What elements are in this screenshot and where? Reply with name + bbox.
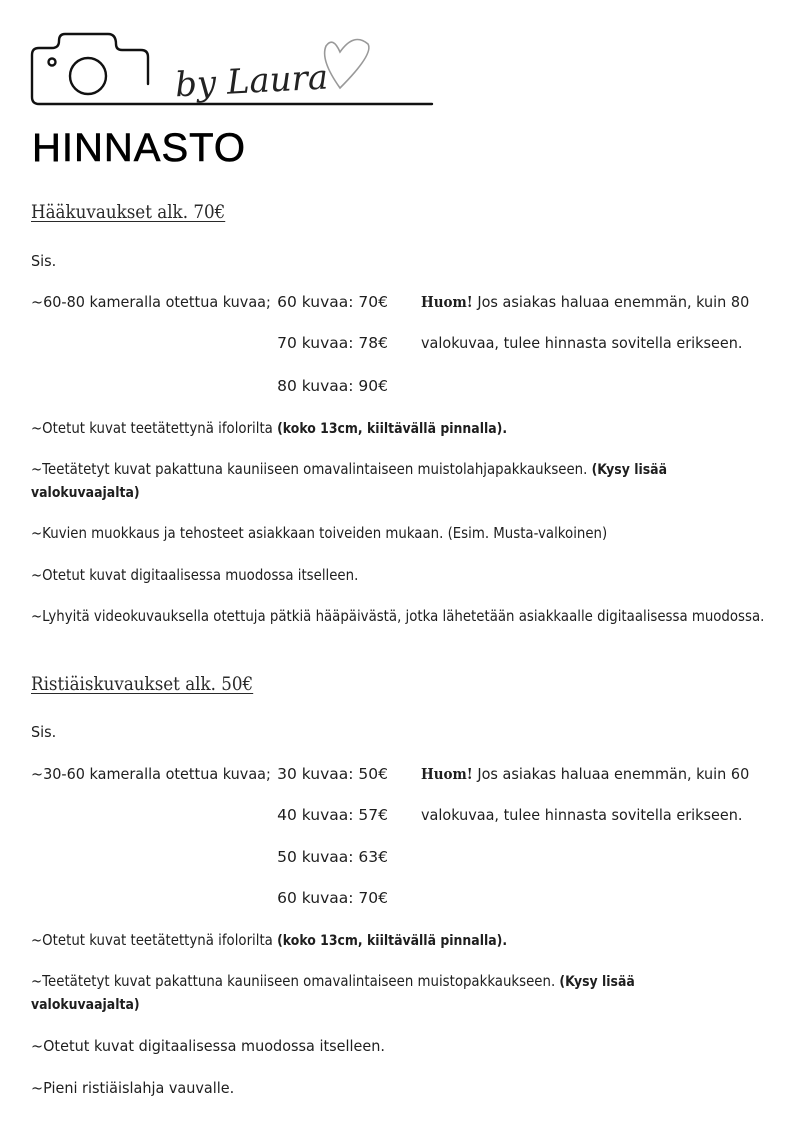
item-bold: (Kysy lisää valokuvaajalta) [31, 974, 635, 1013]
wedding-item [31, 458, 771, 504]
christening-count-line: ~30-60 kameralla otettua kuvaa; [31, 765, 271, 783]
page-title: HINNASTO [32, 126, 246, 170]
item-text: ~Pieni ristiäislahja vauvalle. [31, 1079, 235, 1097]
item-text: ~Otetut kuvat digitaalisessa muodossa itselleen. [31, 566, 359, 584]
christening-price-50: 50 kuvaa: 63€ [277, 848, 388, 866]
christening-intro: Sis. [31, 723, 57, 741]
christening-note [421, 763, 749, 786]
christening-item [31, 929, 507, 952]
item-text: ~Otetut kuvat teetätettynä ifolorilta [31, 419, 278, 437]
christening-item [31, 970, 719, 1016]
note-text: Jos asiakas haluaa enemmän, kuin 80 [477, 293, 750, 311]
item-text: ~Otetut kuvat digitaalisessa muodossa itselleen. [31, 1037, 385, 1055]
christening-price-60: 60 kuvaa: 70€ [277, 889, 388, 907]
wedding-intro: Sis. [31, 252, 57, 270]
item-text: ~Teetätetyt kuvat pakattuna kauniiseen omavalintaiseen muistolahjapakkaukseen. [31, 460, 592, 478]
section-heading-wedding: Hääkuvaukset alk. 70€ [31, 201, 226, 223]
wedding-item [31, 564, 358, 586]
wedding-count-line: ~60-80 kameralla otettua kuvaa; [31, 293, 271, 311]
christening-item [31, 1035, 385, 1057]
note-label: Huom! [421, 294, 473, 311]
christening-note-line2: valokuvaa, tulee hinnasta sovitella erikseen. [421, 806, 743, 824]
item-bold: (koko 13cm, kiiltävällä pinnalla). [277, 933, 508, 949]
wedding-price-80: 80 kuvaa: 90€ [277, 377, 388, 395]
wedding-item [31, 417, 507, 440]
item-bold: (koko 13cm, kiiltävällä pinnalla). [277, 421, 508, 437]
christening-item [31, 1077, 234, 1099]
christening-price-40: 40 kuvaa: 57€ [277, 806, 388, 824]
logo-text: by Laura [174, 57, 330, 106]
wedding-item [31, 522, 607, 544]
wedding-price-60: 60 kuvaa: 70€ [277, 293, 388, 311]
logo [30, 30, 434, 108]
wedding-price-70: 70 kuvaa: 78€ [277, 334, 388, 352]
wedding-item [31, 605, 771, 627]
christening-price-30: 30 kuvaa: 50€ [277, 765, 388, 783]
note-text: Jos asiakas haluaa enemmän, kuin 60 [477, 765, 750, 783]
item-bold: (Kysy lisää valokuvaajalta) [31, 462, 668, 501]
wedding-note-line2: valokuvaa, tulee hinnasta sovitella erikseen. [421, 334, 743, 352]
section-heading-christening: Ristiäiskuvaukset alk. 50€ [31, 673, 254, 695]
wedding-note [421, 291, 749, 314]
item-text: ~Lyhyitä videokuvauksella otettuja pätkiä hääpäivästä, jotka lähetetään asiakkaalle digitaalisessa muodossa. [31, 607, 765, 625]
item-text: ~Otetut kuvat teetätettynä ifolorilta [31, 931, 278, 949]
item-text: ~Kuvien muokkaus ja tehosteet asiakkaan toiveiden mukaan. (Esim. Musta-valkoinen) [31, 524, 608, 542]
note-label: Huom! [421, 766, 473, 783]
heart-icon [325, 40, 369, 89]
item-text: ~Teetätetyt kuvat pakattuna kauniiseen omavalintaiseen muistopakkaukseen. [31, 972, 560, 990]
